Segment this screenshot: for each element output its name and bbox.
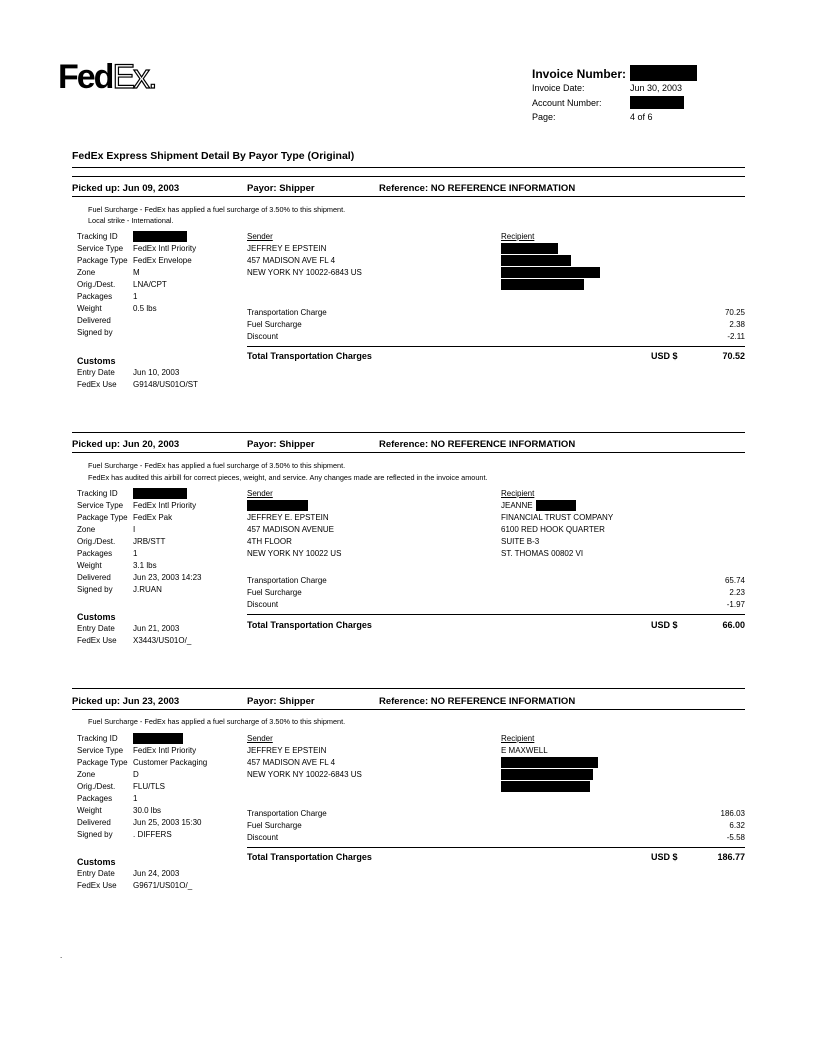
discount-label: Discount [247, 332, 279, 341]
delivered-label: Delivered [77, 573, 111, 582]
service-type-label: Service Type [77, 746, 124, 755]
weight: 3.1 lbs [133, 561, 157, 570]
sender-line: NEW YORK NY 10022 US [247, 549, 342, 558]
page-value: 4 of 6 [630, 112, 653, 122]
total-label: Total Transportation Charges [247, 620, 372, 630]
fedex-use: X3443/US01O/_ [133, 636, 192, 645]
packages: 1 [133, 794, 138, 803]
sender-label: Sender [247, 734, 273, 743]
total-divider [247, 614, 745, 615]
divider [72, 196, 745, 197]
entry-date: Jun 24, 2003 [133, 869, 180, 878]
sender-line: JEFFREY E EPSTEIN [247, 244, 327, 253]
redacted-tracking-id [133, 488, 187, 499]
discount: -5.58 [726, 833, 745, 842]
fuel-surcharge: 6.32 [729, 821, 745, 830]
signed-by-label: Signed by [77, 830, 113, 839]
service-type: FedEx Intl Priority [133, 746, 197, 755]
recipient-label: Recipient [501, 734, 535, 743]
zone: M [133, 268, 140, 277]
total-amount: 70.52 [722, 351, 745, 361]
transportation-charge: 70.25 [724, 308, 745, 317]
weight-label: Weight [77, 304, 102, 313]
orig-dest: JRB/STT [133, 537, 166, 546]
delivered: Jun 23, 2003 14:23 [133, 573, 202, 582]
packages-label: Packages [77, 292, 113, 301]
section-title: FedEx Express Shipment Detail By Payor Type (Original) [72, 150, 355, 162]
total-label: Total Transportation Charges [247, 852, 372, 862]
packages: 1 [133, 292, 138, 301]
currency: USD $ [651, 620, 678, 630]
zone: D [133, 770, 139, 779]
fedex-use: G9671/US01O/_ [133, 881, 193, 890]
note: Local strike - International. [88, 216, 174, 225]
weight-label: Weight [77, 561, 102, 570]
customs-heading: Customs [77, 356, 116, 366]
divider [72, 432, 745, 433]
package-type: FedEx Envelope [133, 256, 192, 265]
orig-dest: FLU/TLS [133, 782, 166, 791]
signed-by-label: Signed by [77, 585, 113, 594]
fuel-surcharge-label: Fuel Surcharge [247, 320, 302, 329]
redacted-recipient-line [501, 757, 598, 768]
discount-label: Discount [247, 833, 279, 842]
divider [72, 688, 745, 689]
redacted-tracking-id [133, 231, 187, 242]
delivered-label: Delivered [77, 818, 111, 827]
redacted-recipient-line [501, 769, 593, 780]
sender-line: NEW YORK NY 10022-6843 US [247, 770, 362, 779]
currency: USD $ [651, 351, 678, 361]
total-amount: 66.00 [722, 620, 745, 630]
sender-line: NEW YORK NY 10022-6843 US [247, 268, 362, 277]
sender-line: 4TH FLOOR [247, 537, 292, 546]
weight: 30.0 lbs [133, 806, 162, 815]
divider [72, 709, 745, 710]
note: FedEx has audited this airbill for correct pieces, weight, and service. Any changes made are reflected in the invoice amount. [88, 473, 488, 482]
transportation-charge-label: Transportation Charge [247, 308, 327, 317]
fuel-surcharge: 2.38 [729, 320, 745, 329]
redacted-sender-line [247, 500, 308, 511]
sender-line: JEFFREY E. EPSTEIN [247, 513, 329, 522]
sender-line: 457 MADISON AVENUE [247, 525, 334, 534]
package-type: FedEx Pak [133, 513, 173, 522]
page-label: Page: [532, 112, 556, 122]
divider [72, 167, 745, 168]
reference: Reference: NO REFERENCE INFORMATION [379, 183, 576, 194]
tracking-id-label: Tracking ID [77, 232, 118, 241]
delivered: Jun 25, 2003 15:30 [133, 818, 202, 827]
weight: 0.5 lbs [133, 304, 157, 313]
note: Fuel Surcharge - FedEx has applied a fuel surcharge of 3.50% to this shipment. [88, 717, 346, 726]
footer-mark: . [60, 951, 63, 960]
entry-date-label: Entry Date [77, 368, 115, 377]
recipient-line: FINANCIAL TRUST COMPANY [501, 513, 614, 522]
packages-label: Packages [77, 794, 113, 803]
picked-up: Picked up: Jun 23, 2003 [72, 696, 180, 707]
fedex-use-label: FedEx Use [77, 380, 117, 389]
orig-dest: LNA/CPT [133, 280, 167, 289]
sender-line: 457 MADISON AVE FL 4 [247, 256, 336, 265]
fuel-surcharge-label: Fuel Surcharge [247, 588, 302, 597]
signed-by-label: Signed by [77, 328, 113, 337]
zone-label: Zone [77, 268, 96, 277]
weight-label: Weight [77, 806, 102, 815]
entry-date: Jun 10, 2003 [133, 368, 180, 377]
invoice-date-label: Invoice Date: [532, 83, 585, 93]
account-number-label: Account Number: [532, 98, 602, 108]
zone-label: Zone [77, 525, 96, 534]
redacted-tracking-id [133, 733, 183, 744]
packages-label: Packages [77, 549, 113, 558]
package-type: Customer Packaging [133, 758, 208, 767]
fuel-surcharge: 2.23 [729, 588, 745, 597]
delivered-label: Delivered [77, 316, 111, 325]
redacted-recipient-name [536, 500, 576, 511]
recipient-line: E MAXWELL [501, 746, 548, 755]
fedex-use-label: FedEx Use [77, 881, 117, 890]
recipient-line: 6100 RED HOOK QUARTER [501, 525, 605, 534]
payor: Payor: Shipper [247, 696, 315, 707]
note: Fuel Surcharge - FedEx has applied a fuel surcharge of 3.50% to this shipment. [88, 205, 346, 214]
service-type: FedEx Intl Priority [133, 501, 197, 510]
orig-dest-label: Orig./Dest. [77, 280, 116, 289]
redacted-invoice-number [630, 65, 697, 81]
recipient-line: ST. THOMAS 00802 VI [501, 549, 584, 558]
recipient-label: Recipient [501, 489, 535, 498]
entry-date-label: Entry Date [77, 869, 115, 878]
signed-by: J.RUAN [133, 585, 162, 594]
sender-label: Sender [247, 232, 273, 241]
note: Fuel Surcharge - FedEx has applied a fuel surcharge of 3.50% to this shipment. [88, 461, 346, 470]
tracking-id-label: Tracking ID [77, 734, 118, 743]
discount: -2.11 [727, 332, 745, 341]
total-label: Total Transportation Charges [247, 351, 372, 361]
redacted-account-number [630, 96, 684, 109]
redacted-recipient-line [501, 255, 571, 266]
transportation-charge: 186.03 [720, 809, 745, 818]
package-type-label: Package Type [77, 513, 128, 522]
package-type-label: Package Type [77, 758, 128, 767]
orig-dest-label: Orig./Dest. [77, 537, 116, 546]
logo-fed: Fed [58, 58, 113, 96]
sender-line: 457 MADISON AVE FL 4 [247, 758, 336, 767]
fuel-surcharge-label: Fuel Surcharge [247, 821, 302, 830]
fedex-use: G9148/US01O/ST [133, 380, 198, 389]
redacted-recipient-line [501, 781, 590, 792]
fedex-logo [58, 60, 156, 94]
payor: Payor: Shipper [247, 183, 315, 194]
packages: 1 [133, 549, 138, 558]
divider [72, 176, 745, 177]
logo-ex: Ex. [112, 58, 156, 96]
transportation-charge-label: Transportation Charge [247, 576, 327, 585]
recipient-line: JEANNE [501, 501, 533, 510]
orig-dest-label: Orig./Dest. [77, 782, 116, 791]
zone-label: Zone [77, 770, 96, 779]
discount-label: Discount [247, 600, 279, 609]
picked-up: Picked up: Jun 09, 2003 [72, 183, 180, 194]
total-amount: 186.77 [717, 852, 745, 862]
reference: Reference: NO REFERENCE INFORMATION [379, 439, 576, 450]
reference: Reference: NO REFERENCE INFORMATION [379, 696, 576, 707]
divider [72, 452, 745, 453]
package-type-label: Package Type [77, 256, 128, 265]
recipient-label: Recipient [501, 232, 535, 241]
transportation-charge: 65.74 [724, 576, 745, 585]
picked-up: Picked up: Jun 20, 2003 [72, 439, 180, 450]
sender-line: JEFFREY E EPSTEIN [247, 746, 327, 755]
signed-by: . DIFFERS [133, 830, 172, 839]
currency: USD $ [651, 852, 678, 862]
total-divider [247, 346, 745, 347]
sender-label: Sender [247, 489, 273, 498]
transportation-charge-label: Transportation Charge [247, 809, 327, 818]
redacted-recipient-line [501, 279, 584, 290]
discount: -1.97 [726, 600, 745, 609]
entry-date-label: Entry Date [77, 624, 115, 633]
tracking-id-label: Tracking ID [77, 489, 118, 498]
service-type: FedEx Intl Priority [133, 244, 197, 253]
invoice-number-label: Invoice Number: [532, 67, 627, 81]
payor: Payor: Shipper [247, 439, 315, 450]
zone: I [133, 525, 136, 534]
entry-date: Jun 21, 2003 [133, 624, 180, 633]
invoice-date: Jun 30, 2003 [630, 83, 683, 93]
service-type-label: Service Type [77, 501, 124, 510]
recipient-line: SUITE B-3 [501, 537, 540, 546]
customs-heading: Customs [77, 612, 116, 622]
service-type-label: Service Type [77, 244, 124, 253]
fedex-use-label: FedEx Use [77, 636, 117, 645]
customs-heading: Customs [77, 857, 116, 867]
redacted-recipient-line [501, 243, 558, 254]
total-divider [247, 847, 745, 848]
redacted-recipient-line [501, 267, 600, 278]
